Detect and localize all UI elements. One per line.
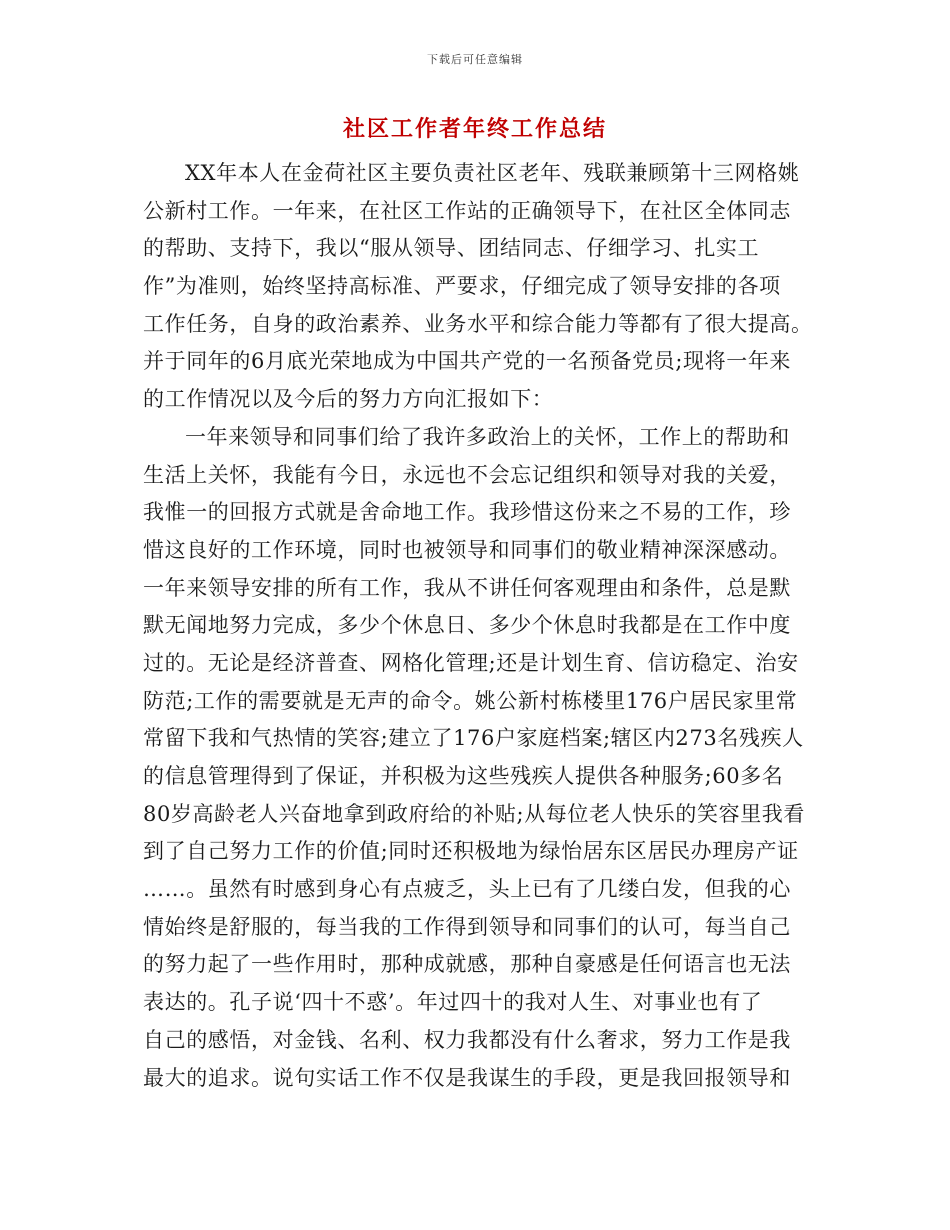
page-header-note: 下载后可任意编辑 bbox=[427, 53, 523, 66]
paragraph-line: ……。虽然有时感到身心有点疲乏，头上已有了几缕白发，但我的心 bbox=[143, 877, 791, 902]
paragraph-line: 默无闻地努力完成，多少个休息日、多少个休息时我都是在工作中度 bbox=[143, 613, 791, 638]
paragraph-line: 惜这良好的工作环境，同时也被领导和同事们的敬业精神深深感动。 bbox=[143, 537, 791, 562]
paragraph-line: 公新村工作。一年来，在社区工作站的正确领导下，在社区全体同志 bbox=[143, 198, 791, 223]
paragraph-line: 自己的感悟，对金钱、名利、权力我都没有什么奢求，努力工作是我 bbox=[143, 1027, 791, 1052]
paragraph-line: 常留下我和气热情的笑容;建立了176户家庭档案;辖区内273名残疾人 bbox=[143, 726, 804, 751]
document-body bbox=[143, 155, 813, 1097]
paragraph-line: 过的。无论是经济普查、网格化管理;还是计划生育、信访稳定、治安 bbox=[143, 650, 799, 675]
paragraph-line: 我惟一的回报方式就是舍命地工作。我珍惜这份来之不易的工作，珍 bbox=[143, 500, 791, 525]
paragraph-line: 一年来领导和同事们给了我许多政治上的关怀，工作上的帮助和 bbox=[185, 424, 790, 449]
paragraph-line: 80岁高龄老人兴奋地拿到政府给的补贴;从每位老人快乐的笑容里我看 bbox=[143, 801, 805, 826]
paragraph-line: 到了自己努力工作的价值;同时还积极地为绿怡居东区居民办理房产证 bbox=[143, 839, 799, 864]
paragraph-line: 的工作情况以及今后的努力方向汇报如下： bbox=[143, 387, 554, 412]
paragraph-line: 表达的。孔子说‘四十不惑’。年过四十的我对人生、对事业也有了 bbox=[143, 990, 763, 1015]
document-title: 社区工作者年终工作总结 bbox=[342, 116, 607, 142]
paragraph-line: 一年来领导安排的所有工作，我从不讲任何客观理由和条件，总是默 bbox=[143, 575, 791, 600]
paragraph-line: 最大的追求。说句实话工作不仅是我谋生的手段，更是我回报领导和 bbox=[143, 1065, 791, 1090]
paragraph-line: 的努力起了一些作用时，那种成就感，那种自豪感是任何语言也无法 bbox=[143, 952, 791, 977]
paragraph-line: 工作任务，自身的政治素养、业务水平和综合能力等都有了很大提高。 bbox=[143, 311, 813, 336]
paragraph-line: 生活上关怀，我能有今日，永远也不会忘记组织和领导对我的关爱， bbox=[143, 462, 791, 487]
paragraph-line: 情始终是舒服的，每当我的工作得到领导和同事们的认可，每当自己 bbox=[143, 914, 791, 939]
paragraph-line: 并于同年的6月底光荣地成为中国共产党的一名预备党员;现将一年来 bbox=[143, 349, 792, 374]
paragraph-line: 的帮助、支持下，我以“服从领导、团结同志、仔细学习、扎实工 bbox=[143, 236, 760, 261]
paragraph-line: 作”为准则，始终坚持高标准、严要求，仔细完成了领导安排的各项 bbox=[143, 274, 781, 299]
paragraph-line: 的信息管理得到了保证，并积极为这些残疾人提供各种服务;60多名 bbox=[143, 764, 784, 788]
paragraph-line: XX年本人在金荷社区主要负责社区老年、残联兼顾第十三网格姚 bbox=[185, 161, 800, 185]
paragraph-line: 防范;工作的需要就是无声的命令。姚公新村栋楼里176户居民家里常 bbox=[143, 688, 798, 713]
